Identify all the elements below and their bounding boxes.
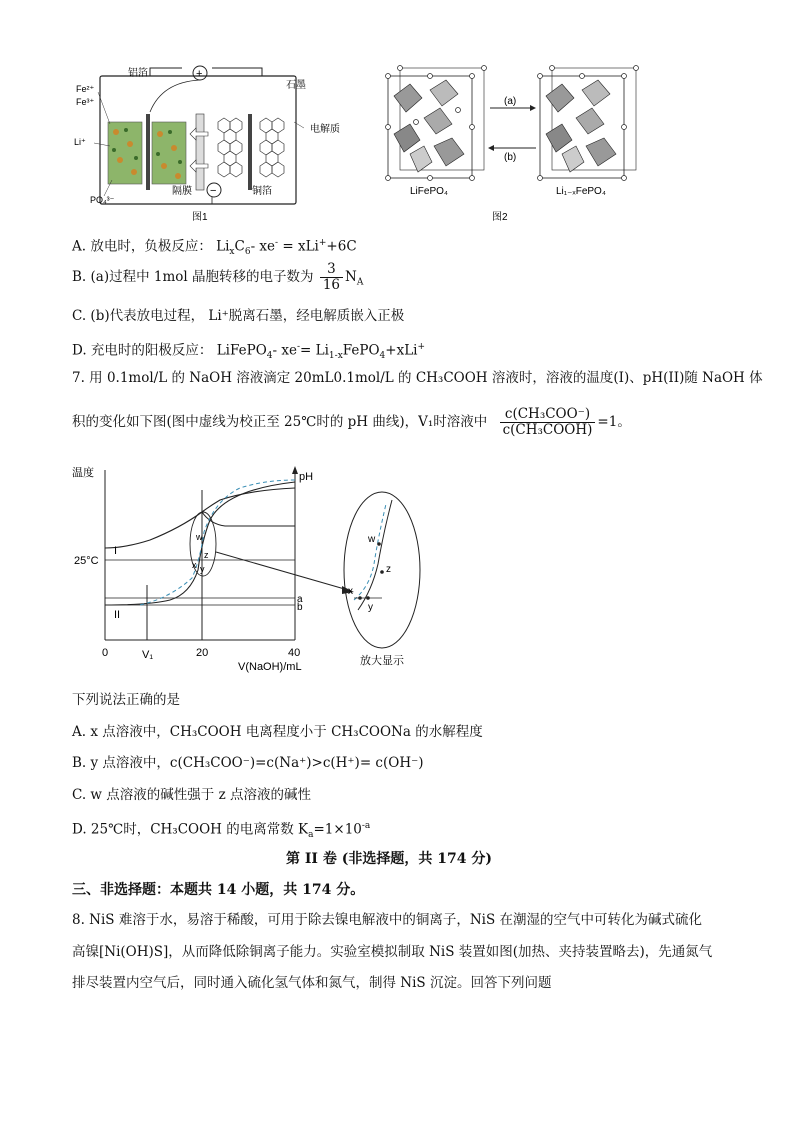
q7-option-c: C. w 点溶液的碱性强于 z 点溶液的碱性	[72, 787, 311, 803]
temp-25c-label: 25°C	[74, 555, 99, 567]
point-y-label: y	[200, 564, 205, 574]
fe3-label: Fe³⁺	[76, 97, 95, 107]
arrow-b-label: (b)	[504, 152, 517, 163]
q6-option-b: B. (a)过程中 1mol 晶胞转移的电子数为 $\frac{3}{16}$ $N_A$	[72, 261, 364, 293]
titration-chart	[70, 460, 430, 675]
curve-ii-label: II	[114, 609, 121, 621]
zoom-ellipse	[344, 492, 420, 648]
y-right-label: pH	[299, 471, 314, 483]
q7-stem-line-2: 积的变化如下图(图中虚线为校正至 25℃时的 pH 曲线)，V₁时溶液中 $\frac{\text{c(CH₃COO⁻)}}{\text{c(CH₃COOH)}}$ =1。	[72, 406, 631, 438]
lifepo4-crystal	[386, 66, 487, 181]
ph-curve	[105, 482, 295, 605]
point-z-label: z	[204, 550, 209, 560]
q6-option-a: A. 放电时，负极反应： $Li_xC_6-$ xe- = xLi++6C	[72, 238, 357, 258]
q7-option-a: A. x 点溶液中，CH₃COOH 电离程度小于 CH₃COONa 的水解程度	[72, 724, 483, 740]
q8-line-1: 8. NiS 难溶于水，易溶于稀酸，可用于除去镍电解液中的铜离子，NiS 在潮湿的空气中可转化为碱式硫化	[72, 912, 703, 928]
ratio-fraction: $\frac{\text{c(CH₃COO⁻)}}{\text{c(CH₃COOH)}}$	[500, 407, 596, 438]
point-x-label: x	[192, 560, 197, 570]
q7-stem-line-1: 7. 用 0.1mol/L 的 NaOH 溶液滴定 20mL0.1mol/L 的 CH₃COOH 溶液时，溶液的温度(I)、pH(II)随 NaOH 体	[72, 370, 763, 386]
point-w-label: w	[196, 532, 203, 542]
plus-terminal: +	[196, 68, 203, 80]
arrow-a-label: (a)	[504, 96, 517, 107]
line-b-label: b	[297, 602, 303, 613]
x-tick-v1: V₁	[142, 649, 154, 661]
y-left-label: 温度	[72, 467, 94, 479]
q7-option-d: D. 25℃时，CH₃COOH 的电离常数 $K_a=1\times 10^{-a}$	[72, 821, 371, 841]
section-2-title: 第 II 卷 (非选择题，共 174 分)	[286, 851, 492, 867]
graphite-label: 石墨	[286, 80, 306, 91]
electrolyte-label: 电解质	[310, 124, 340, 135]
q7-question-stem: 下列说法正确的是	[72, 692, 180, 708]
fe2-label: Fe²⁺	[76, 84, 95, 94]
figure-2-crystal-diagram	[380, 62, 640, 227]
figure-1-caption: 图1	[192, 212, 208, 223]
line-a-label: a	[297, 594, 303, 605]
zoom-point-w-label: w	[368, 534, 376, 545]
cu-foil-label: 铜箔	[252, 186, 272, 197]
curve-i-label: I	[114, 545, 118, 557]
al-foil-label: 铝箔	[128, 68, 148, 79]
fraction-3-16: $\frac{3}{16}$	[320, 262, 343, 293]
separator-label: 隔膜	[172, 186, 192, 197]
q6-option-d: D. 充电时的阳极反应： LiFePO$_4$- $xe^-= Li_{1-x}FePO_4+xLi^+$	[72, 342, 426, 362]
ph-corrected-dashed-curve	[140, 480, 295, 605]
lifepo4-label: LiFePO₄	[410, 186, 448, 197]
nonchoice-heading: 三、非选择题：本题共 14 小题，共 174 分。	[72, 882, 365, 898]
zoom-caption: 放大显示	[360, 655, 404, 667]
li-label: Li⁺	[74, 137, 86, 147]
minus-terminal: −	[210, 185, 217, 197]
po4-label: PO₄³⁻	[90, 195, 115, 205]
q8-line-2: 高镍[Ni(OH)S]，从而降低除铜离子能力。实验室模拟制取 NiS 装置如图(加热、夹持装置略去)，先通氮气	[72, 944, 713, 960]
q8-line-3: 排尽装置内空气后，同时通入硫化氢气体和氮气，制得 NiS 沉淀。回答下列问题	[72, 975, 552, 991]
x-tick-20: 20	[196, 647, 209, 659]
q7-option-b: B. y 点溶液中，c(CH₃COO⁻)=c(Na⁺)>c(H⁺)= c(OH⁻)	[72, 755, 424, 771]
graphite-layer-left	[218, 118, 242, 177]
zoom-point-x-label: x	[348, 586, 353, 597]
figure-1-battery-diagram	[72, 62, 362, 227]
q6-option-c: C. (b)代表放电过程， Li⁺脱离石墨，经电解质嵌入正极	[72, 308, 405, 324]
x-tick-40: 40	[288, 647, 301, 659]
graphite-layer-right	[260, 118, 284, 177]
zoom-point-z-label: z	[386, 564, 391, 575]
li1-xfepo4-crystal	[538, 66, 639, 181]
zoom-point-y-label: y	[368, 602, 373, 613]
x-tick-0: 0	[102, 647, 109, 659]
figure-2-caption: 图2	[492, 212, 508, 223]
li1-xfepo4-label: Li₁₋ₓFePO₄	[556, 186, 606, 197]
x-axis-label: V(NaOH)/mL	[238, 661, 302, 673]
